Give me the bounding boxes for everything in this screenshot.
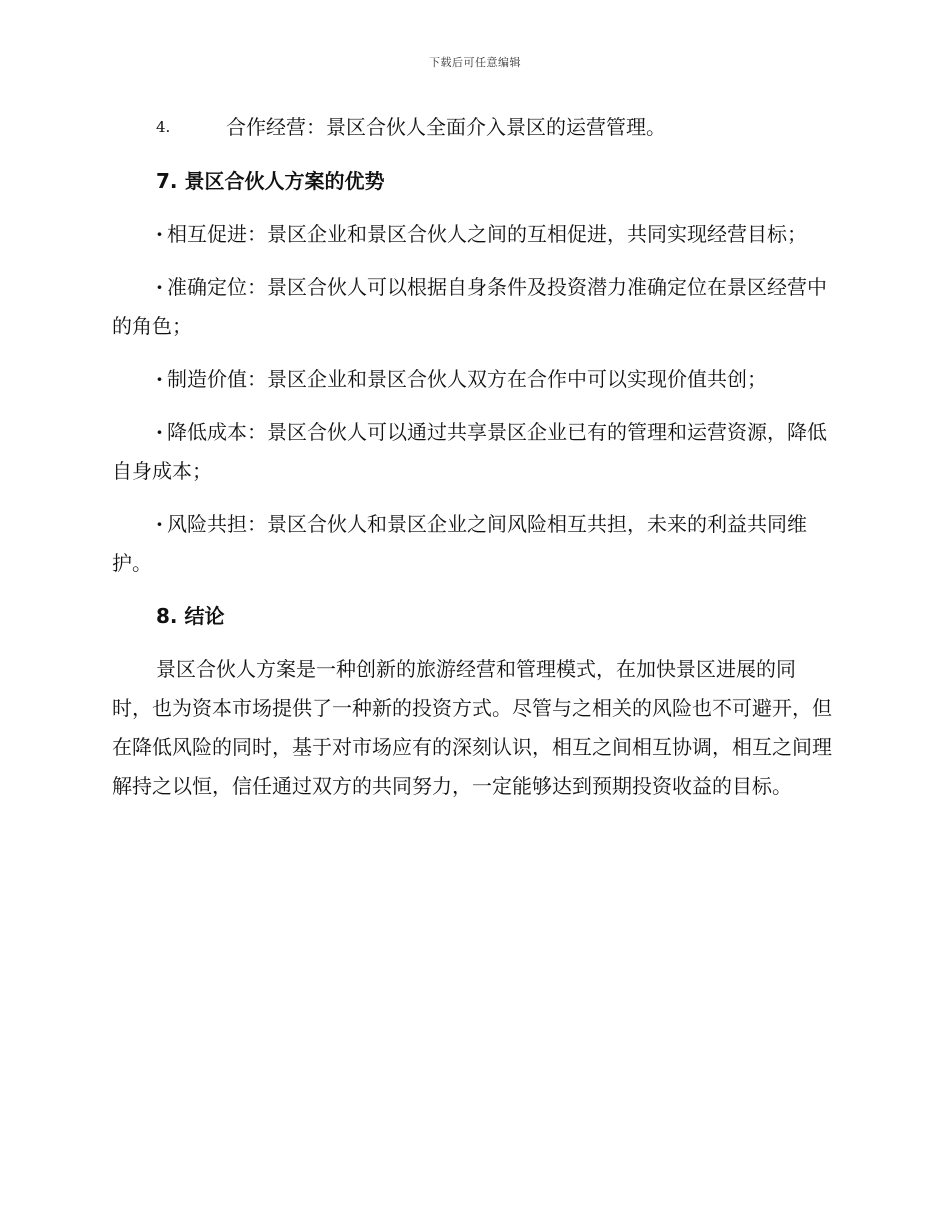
bullet-text: 风险共担：景区合伙人和景区企业之间风险相互共担，未来的利益共同维护。 bbox=[112, 512, 807, 575]
bullet-item bbox=[112, 505, 832, 583]
bullet-dot: · bbox=[156, 222, 163, 246]
section-7-heading: 7. 景区合伙人方案的优势 bbox=[156, 169, 385, 193]
bullet-text: 准确定位：景区合伙人可以根据自身条件及投资潜力准确定位在景区经营中的角色； bbox=[112, 275, 827, 338]
bullet-item bbox=[112, 413, 832, 491]
bullet-dot: · bbox=[156, 420, 163, 444]
list-item-number: 4. bbox=[156, 118, 171, 136]
bullet-item bbox=[112, 215, 832, 254]
section-8-heading: 8. 结论 bbox=[156, 604, 225, 628]
bullet-dot: · bbox=[156, 275, 163, 299]
conclusion-paragraph: 景区合伙人方案是一种创新的旅游经营和管理模式，在加快景区进展的同时，也为资本市场提供了一种新的投资方式。尽管与之相关的风险也不可避开，但在降低风险的同时，基于对市场应有的深刻认识，相互之间相互协调，相互之间理解持之以恒，信任通过双方的共同努力，一定能够达到预期投资收益的目标。 bbox=[112, 657, 832, 798]
bullet-text: 降低成本：景区合伙人可以通过共享景区企业已有的管理和运营资源，降低自身成本； bbox=[112, 420, 827, 483]
bullet-text: 相互促进：景区企业和景区合伙人之间的互相促进，共同实现经营目标； bbox=[166, 222, 807, 246]
bullet-dot: · bbox=[156, 367, 163, 391]
document-body bbox=[112, 108, 832, 806]
list-item-text: 合作经营：景区合伙人全面介入景区的运营管理。 bbox=[226, 115, 666, 139]
bullet-dot: · bbox=[156, 512, 163, 536]
bullet-item bbox=[112, 268, 832, 346]
bullet-text: 制造价值：景区企业和景区合伙人双方在合作中可以实现价值共创； bbox=[166, 367, 767, 391]
bullet-item bbox=[112, 360, 832, 399]
list-item-4 bbox=[112, 108, 832, 147]
page-header: 下载后可任意编辑 bbox=[429, 56, 521, 69]
